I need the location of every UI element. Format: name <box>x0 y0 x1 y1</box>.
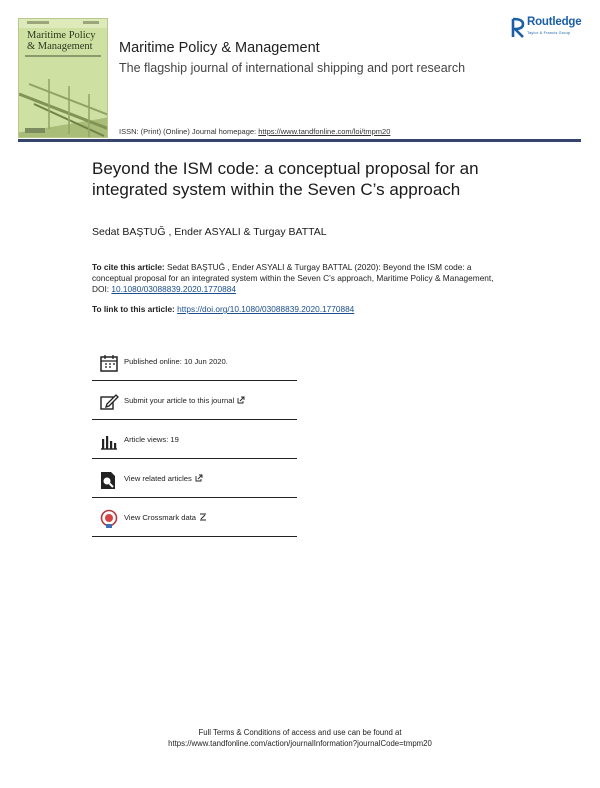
external-link-icon <box>237 396 245 404</box>
journal-title: Maritime Policy & Management <box>119 40 320 56</box>
footer <box>0 727 600 749</box>
crossmark-label: View Crossmark data <box>124 513 197 522</box>
crossmark-item[interactable] <box>92 506 297 537</box>
journal-cover-image <box>18 18 108 138</box>
cite-text: Sedat BAŞTUĞ , Ender ASYALI & Turgay BATTAL (2020): Beyond the ISM code: a conceptual proposal for an integrated system within the Seven C’s approach, Maritime Policy & Management, DOI: <box>92 262 494 295</box>
header-divider <box>18 139 581 142</box>
submit-article-item[interactable] <box>92 389 297 420</box>
citation-block <box>92 262 502 296</box>
article-authors: Sedat BAŞTUĞ , Ender ASYALI & Turgay BATTAL <box>92 226 327 238</box>
cite-label: To cite this article: <box>92 262 165 272</box>
article-views-count: Article views: 19 <box>124 435 179 444</box>
journal-homepage-link[interactable]: https://www.tandfonline.com/loi/tmpm20 <box>258 127 391 136</box>
routledge-r-icon <box>511 17 525 39</box>
doi-link[interactable]: 10.1080/03088839.2020.1770884 <box>111 284 236 295</box>
journal-subtitle: The flagship journal of international shipping and port research <box>119 61 466 75</box>
related-search-icon <box>99 470 119 490</box>
article-doi-url[interactable]: https://doi.org/10.1080/03088839.2020.1770884 <box>177 304 355 314</box>
external-link-icon <box>199 513 207 521</box>
bar-chart-icon <box>99 431 119 451</box>
article-info-panel <box>92 350 297 545</box>
publisher-name: Routledge <box>527 16 582 28</box>
link-label: To link to this article: <box>92 304 178 314</box>
submit-article-link[interactable] <box>124 396 245 405</box>
published-item <box>92 350 297 381</box>
related-articles-link[interactable] <box>124 474 203 483</box>
external-link-icon <box>195 474 203 482</box>
submit-article-label: Submit your article to this journal <box>124 396 235 405</box>
publisher-tagline: Taylor & Francis Group <box>527 31 571 35</box>
issn-line <box>119 127 390 136</box>
cover-title: Maritime Policy & Management <box>27 30 96 52</box>
calendar-icon <box>99 353 119 373</box>
related-articles-label: View related articles <box>124 474 192 483</box>
footer-terms-link[interactable]: https://www.tandfonline.com/action/journalInformation?journalCode=tmpm20 <box>168 739 432 748</box>
article-views-item <box>92 428 297 459</box>
pencil-edit-icon <box>99 392 119 412</box>
publisher-logo[interactable] <box>511 16 591 42</box>
published-date: Published online: 10 Jun 2020. <box>124 357 228 366</box>
crossmark-icon <box>99 509 119 529</box>
issn-label: ISSN: (Print) (Online) Journal homepage: <box>119 127 259 136</box>
article-link-line <box>92 304 354 314</box>
article-title: Beyond the ISM code: a conceptual proposal for an integrated system within the Seven C’s approach <box>92 159 479 199</box>
crossmark-link[interactable] <box>124 513 207 522</box>
footer-terms-text: Full Terms & Conditions of access and use can be found at <box>198 728 402 737</box>
related-articles-item[interactable] <box>92 467 297 498</box>
